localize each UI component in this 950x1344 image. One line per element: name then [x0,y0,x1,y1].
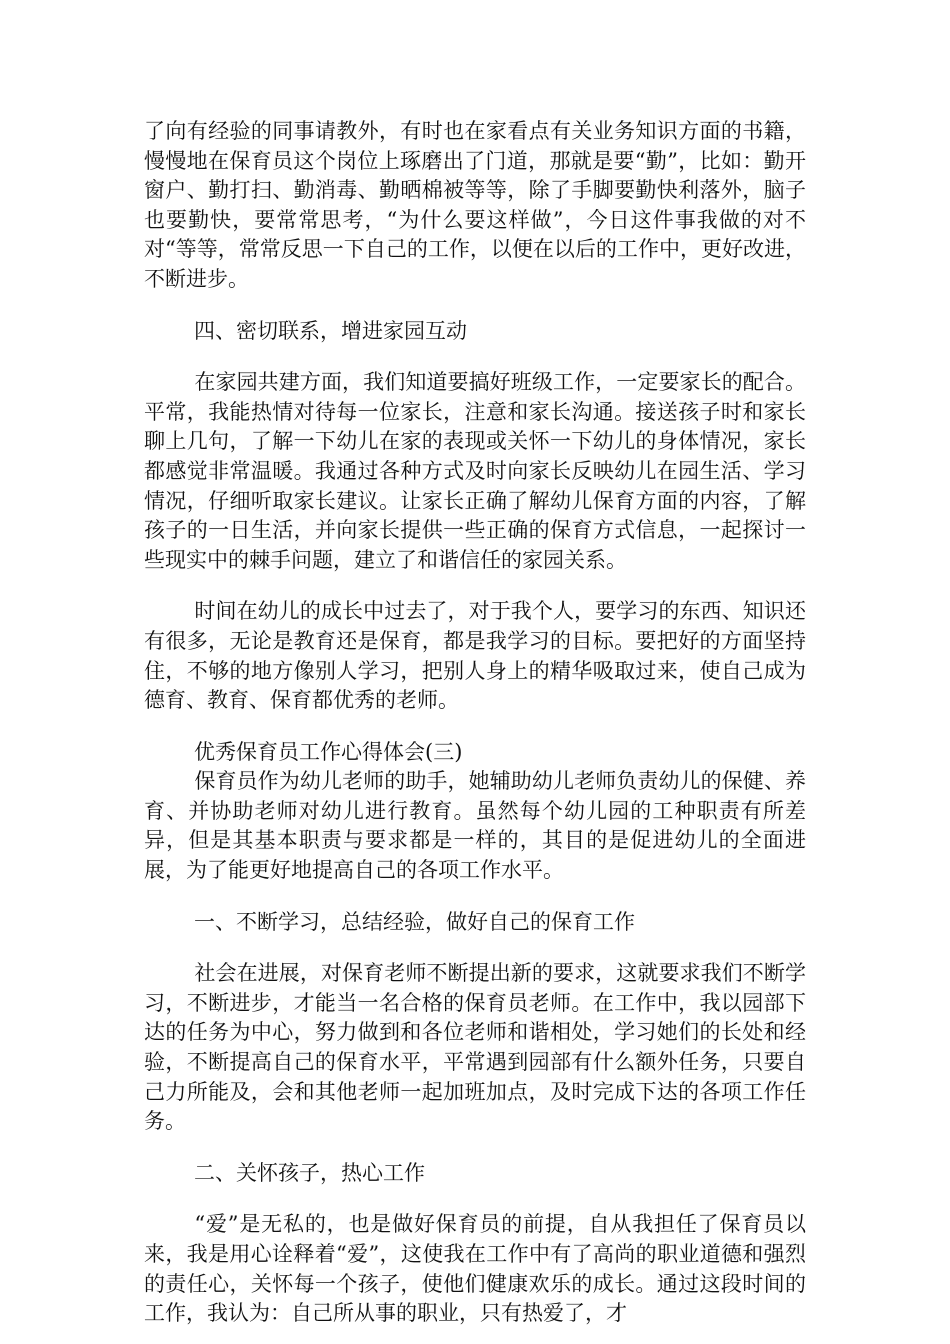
paragraph-learning: 社会在进展，对保育老师不断提出新的要求，这就要求我们不断学习，不断进步，才能当一名合格的保育员老师。在工作中，我以园部下达的任务为中心，努力做到和各位老师和谐相处，学习她们的长处和经验，不断提高自己的保育水平，平常遇到园部有什么额外任务，只要自己力所能及，会和其他老师一起加班加点，及时完成下达的各项工作任务。 [144,961,806,1134]
paragraph-home-school: 在家园共建方面，我们知道要搞好班级工作，一定要家长的配合。平常，我能热情对待每一位家长，注意和家长沟通。接送孩子时和家长聊上几句，了解一下幼儿在家的表现或关怀一下幼儿的身体情况，家长都感觉非常温暖。我通过各种方式及时向家长反映幼儿在园生活、学习情况，仔细听取家长建议。让家长正确了解幼儿保育方面的内容，了解孩子的一日生活，并向家长提供一些正确的保育方式信息，一起探讨一些现实中的棘手问题，建立了和谐信任的家园关系。 [144,370,806,572]
section-heading-four: 四、密切联系，增进家园互动 [194,318,467,343]
paragraph-continuation: 了向有经验的同事请教外，有时也在家看点有关业务知识方面的书籍，慢慢地在保育员这个岗位上琢磨出了门道，那就是要“勤”，比如：勤开窗户、勤打扫、勤消毒、勤晒棉被等等，除了手脚要勤快利落外，脑子也要勤快，要常常思考，“为什么要这样做”，今日这件事我做的对不对“等等，常常反思一下自己的工作，以便在以后的工作中，更好改进，不断进步。 [144,119,806,291]
article-title-three: 优秀保育员工作心得体会(三) [194,739,463,764]
section-heading-two: 二、关怀孩子，热心工作 [194,1160,425,1185]
paragraph-love: “爱”是无私的，也是做好保育员的前提，自从我担任了保育员以来，我是用心诠释着“爱”，这使我在工作中有了高尚的职业道德和强烈的责任心，关怀每一个孩子，使他们健康欢乐的成长。通过这段时间的工作，我认为：自己所从事的职业，只有热爱了，才 [144,1212,806,1326]
document-body [144,117,806,1329]
section-heading-one: 一、不断学习，总结经验，做好自己的保育工作 [194,909,635,934]
paragraph-intro: 保育员作为幼儿老师的助手，她辅助幼儿老师负责幼儿的保健、养育、并协助老师对幼儿进行教育。虽然每个幼儿园的工种职责有所差异，但是其基本职责与要求都是一样的，其目的是促进幼儿的全面进展，为了能更好地提高自己的各项工作水平。 [144,769,806,883]
paragraph-reflection: 时间在幼儿的成长中过去了，对于我个人，要学习的东西、知识还有很多，无论是教育还是保育，都是我学习的目标。要把好的方面坚持住，不够的地方像别人学习，把别人身上的精华吸取过来，使自己成为德育、教育、保育都优秀的老师。 [144,599,806,713]
